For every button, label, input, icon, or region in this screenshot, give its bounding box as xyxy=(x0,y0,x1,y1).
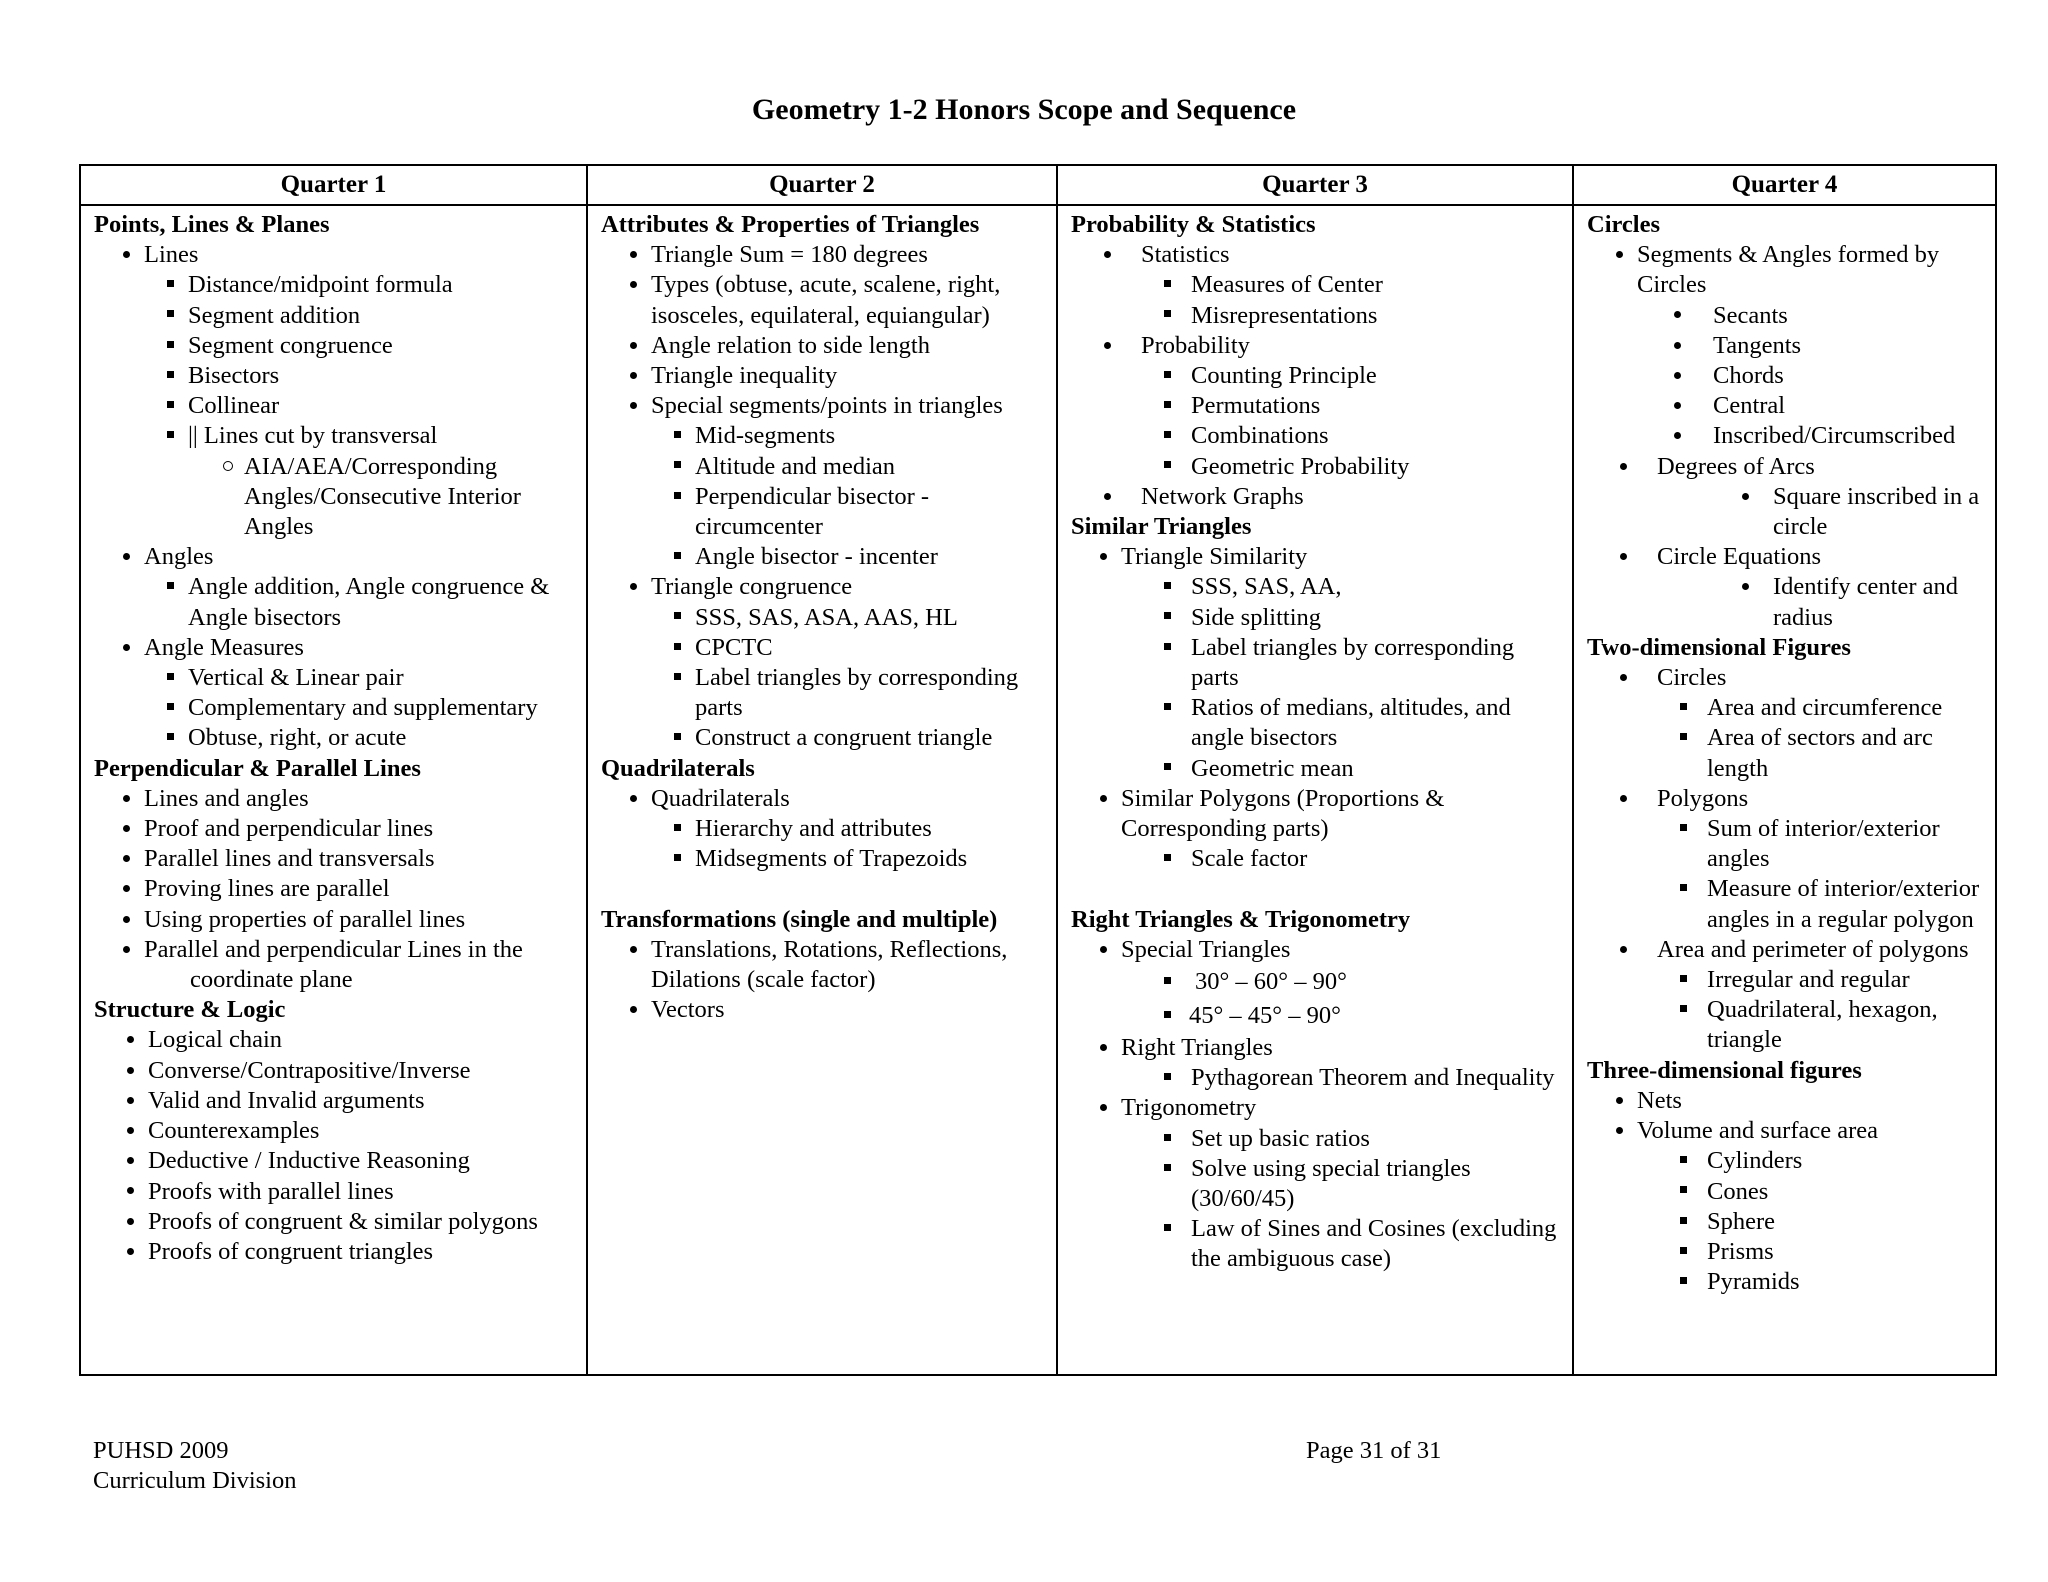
square-bullet-icon xyxy=(1673,1267,1693,1297)
bullet-icon xyxy=(1613,935,1633,965)
section-heading: Points, Lines & Planes xyxy=(94,211,330,238)
bullet-icon xyxy=(120,1025,140,1055)
square-bullet-icon xyxy=(160,331,180,361)
list-item: Probability Counting Principle Permutations Combinations Geometric Probability xyxy=(1071,331,1562,482)
bullet-icon xyxy=(623,240,643,270)
list-item: Proofs of congruent triangles xyxy=(98,1237,576,1267)
square-bullet-icon xyxy=(1157,1154,1177,1184)
square-bullet-icon xyxy=(1157,844,1177,874)
list-item: Counterexamples xyxy=(98,1116,576,1146)
list-item: Angle bisector - incenter xyxy=(601,542,1046,572)
square-bullet-icon xyxy=(667,663,687,693)
bullet-icon xyxy=(1613,452,1633,482)
bullet-icon xyxy=(120,1207,140,1237)
bullet-icon xyxy=(1613,663,1633,693)
bullet-icon xyxy=(1093,784,1113,814)
list-item: Measures of Center xyxy=(1071,270,1562,300)
bullet-icon xyxy=(623,572,643,602)
square-bullet-icon xyxy=(1157,391,1177,421)
bullet-icon xyxy=(116,240,136,270)
list-item: Pyramids xyxy=(1587,1267,1989,1297)
bullet-icon xyxy=(1667,331,1687,361)
list-item: Pythagorean Theorem and Inequality xyxy=(1071,1063,1562,1093)
list-item: Quadrilaterals Hierarchy and attributes Midsegments of Trapezoids xyxy=(601,784,1046,875)
square-bullet-icon xyxy=(667,814,687,844)
list-item: Midsegments of Trapezoids xyxy=(601,844,1046,874)
list-item: Cylinders xyxy=(1587,1146,1989,1176)
quarter-1-cell xyxy=(80,205,587,1375)
list-item: SSS, SAS, AA, xyxy=(1071,572,1562,602)
list-item: AIA/AEA/Corresponding Angles/Consecutive Interior Angles xyxy=(94,452,576,543)
bullet-icon xyxy=(120,1177,140,1207)
list-item: Construct a congruent triangle xyxy=(601,723,1046,753)
list-item: Set up basic ratios xyxy=(1071,1124,1562,1154)
list-item: Central xyxy=(1587,391,1989,421)
list-item: Misrepresentations xyxy=(1071,301,1562,331)
list-item: SSS, SAS, ASA, AAS, HL xyxy=(601,603,1046,633)
scope-table xyxy=(79,164,1997,1376)
footer-org xyxy=(93,1436,296,1496)
square-bullet-icon xyxy=(1673,723,1693,753)
list-item: Segment addition xyxy=(94,301,576,331)
list-item: Circle Equations Identify center and radius xyxy=(1587,542,1989,633)
square-bullet-icon xyxy=(1157,1214,1177,1244)
list-item: Vertical & Linear pair xyxy=(94,663,576,693)
bullet-icon xyxy=(1093,1093,1113,1123)
list-item: Label triangles by corresponding parts xyxy=(601,663,1046,723)
bullet-icon xyxy=(1093,935,1113,965)
list-item: Proving lines are parallel xyxy=(94,874,576,904)
list-item: Angle addition, Angle congruence & Angle bisectors xyxy=(94,572,576,632)
square-bullet-icon xyxy=(1673,995,1693,1025)
square-bullet-icon xyxy=(1157,270,1177,300)
list-item: Square inscribed in a circle xyxy=(1587,482,1989,542)
list-item: Converse/Contrapositive/Inverse xyxy=(98,1056,576,1086)
section-heading: Structure & Logic xyxy=(94,996,286,1024)
square-bullet-icon xyxy=(1673,1237,1693,1267)
square-bullet-icon xyxy=(1157,603,1177,633)
bullet-icon xyxy=(623,361,643,391)
bullet-icon xyxy=(623,270,643,300)
list-item: Volume and surface area Cylinders Cones Sphere Prisms Pyramids xyxy=(1587,1116,1989,1297)
list-item: Area and circumference xyxy=(1587,693,1989,723)
bullet-icon xyxy=(116,935,136,965)
list-item: Permutations xyxy=(1071,391,1562,421)
bullet-icon xyxy=(1609,240,1629,270)
section-heading: Right Triangles & Trigonometry xyxy=(1071,905,1411,933)
square-bullet-icon xyxy=(160,301,180,331)
list-item: 45° – 45° – 90° xyxy=(1071,999,1562,1033)
list-item: Identify center and radius xyxy=(1587,572,1989,632)
header-quarter-3: Quarter 3 xyxy=(1057,165,1573,205)
list-item: Statistics Measures of Center Misrepresentations xyxy=(1071,240,1562,331)
list-item: Secants xyxy=(1587,301,1989,331)
bullet-icon xyxy=(623,784,643,814)
square-bullet-icon xyxy=(160,391,180,421)
list-item: Quadrilateral, hexagon, triangle xyxy=(1587,995,1989,1055)
list-item: Triangle Sum = 180 degrees xyxy=(601,240,1046,270)
list-item: Sphere xyxy=(1587,1207,1989,1237)
bullet-icon xyxy=(1667,301,1687,331)
list-item: Perpendicular bisector - circumcenter xyxy=(601,482,1046,542)
bullet-icon xyxy=(1097,331,1117,361)
square-bullet-icon xyxy=(1157,572,1177,602)
bullet-icon xyxy=(120,1237,140,1267)
bullet-icon xyxy=(1097,482,1117,512)
bullet-icon xyxy=(623,331,643,361)
square-bullet-icon xyxy=(1157,999,1177,1033)
list-item: Area and perimeter of polygons Irregular and regular Quadrilateral, hexagon, triangle xyxy=(1587,935,1989,1056)
bullet-icon xyxy=(1097,240,1117,270)
square-bullet-icon xyxy=(667,723,687,753)
list-item: Polygons Sum of interior/exterior angles Measure of interior/exterior angles in a regular polygon xyxy=(1587,784,1989,935)
bullet-icon xyxy=(1667,421,1687,451)
bullet-icon xyxy=(1735,572,1755,602)
bullet-icon xyxy=(120,1146,140,1176)
square-bullet-icon xyxy=(667,603,687,633)
bullet-icon xyxy=(1613,784,1633,814)
list-item: Segment congruence xyxy=(94,331,576,361)
list-item: Proof and perpendicular lines xyxy=(94,814,576,844)
list-item: Distance/midpoint formula xyxy=(94,270,576,300)
list-item: Deductive / Inductive Reasoning xyxy=(98,1146,576,1176)
list-item: Network Graphs xyxy=(1071,482,1562,512)
list-item: Lines and angles xyxy=(94,784,576,814)
list-item: Scale factor xyxy=(1071,844,1562,874)
list-item: Proofs with parallel lines xyxy=(98,1177,576,1207)
square-bullet-icon xyxy=(1673,965,1693,995)
square-bullet-icon xyxy=(1673,814,1693,844)
section-heading: Circles xyxy=(1587,211,1661,238)
square-bullet-icon xyxy=(1157,633,1177,663)
list-item: || Lines cut by transversal AIA/AEA/Corresponding Angles/Consecutive Interior Angles xyxy=(94,421,576,542)
list-item: Special segments/points in triangles Mid-segments Altitude and median Perpendicular bisector - circumcenter Angle bisector - incenter xyxy=(601,391,1046,572)
page-title: Geometry 1-2 Honors Scope and Sequence xyxy=(751,93,1297,126)
circle-bullet-icon xyxy=(218,452,238,482)
square-bullet-icon xyxy=(160,572,180,602)
square-bullet-icon xyxy=(667,542,687,572)
list-item: Bisectors xyxy=(94,361,576,391)
bullet-icon xyxy=(1667,361,1687,391)
quarter-4-cell xyxy=(1573,205,1996,1375)
section-heading: Two-dimensional Figures xyxy=(1587,633,1851,661)
square-bullet-icon xyxy=(1157,452,1177,482)
list-item: Special Triangles 30° – 60° – 90° 45° – 45° – 90° xyxy=(1071,935,1562,1033)
list-item: Sum of interior/exterior angles xyxy=(1587,814,1989,874)
bullet-icon xyxy=(1093,542,1113,572)
square-bullet-icon xyxy=(1157,693,1177,723)
square-bullet-icon xyxy=(667,844,687,874)
list-item: Tangents xyxy=(1587,331,1989,361)
list-item: Similar Polygons (Proportions & Corresponding parts) Scale factor xyxy=(1071,784,1562,875)
section-heading: Perpendicular & Parallel Lines xyxy=(94,754,421,782)
list-item: Inscribed/Circumscribed xyxy=(1587,421,1989,451)
list-item: Geometric Probability xyxy=(1071,452,1562,482)
bullet-icon xyxy=(116,844,136,874)
list-item: Parallel and perpendicular Lines in the coordinate plane xyxy=(94,935,576,995)
list-item: 30° – 60° – 90° xyxy=(1071,965,1562,999)
list-item: Valid and Invalid arguments xyxy=(98,1086,576,1116)
bullet-icon xyxy=(120,1056,140,1086)
bullet-icon xyxy=(1667,391,1687,421)
square-bullet-icon xyxy=(1673,1146,1693,1176)
list-item: Complementary and supplementary xyxy=(94,693,576,723)
section-heading: Transformations (single and multiple) xyxy=(601,905,998,933)
bullet-icon xyxy=(1609,1116,1629,1146)
square-bullet-icon xyxy=(1157,361,1177,391)
square-bullet-icon xyxy=(1673,1207,1693,1237)
footer-page-number: Page 31 of 31 xyxy=(1306,1437,1442,1464)
square-bullet-icon xyxy=(160,693,180,723)
quarter-3-cell xyxy=(1057,205,1573,1375)
square-bullet-icon xyxy=(667,421,687,451)
list-item: Ratios of medians, altitudes, and angle bisectors xyxy=(1071,693,1562,753)
square-bullet-icon xyxy=(1157,754,1177,784)
section-heading: Quadrilaterals xyxy=(601,754,755,782)
list-item: Proofs of congruent & similar polygons xyxy=(98,1207,576,1237)
square-bullet-icon xyxy=(1157,965,1177,999)
list-item: Translations, Rotations, Reflections, Dilations (scale factor) xyxy=(601,935,1046,995)
list-item: Counting Principle xyxy=(1071,361,1562,391)
list-item: Hierarchy and attributes xyxy=(601,814,1046,844)
list-item: Mid-segments xyxy=(601,421,1046,451)
section-heading: Probability & Statistics xyxy=(1071,211,1316,238)
list-item: Chords xyxy=(1587,361,1989,391)
square-bullet-icon xyxy=(1157,1124,1177,1154)
bullet-icon xyxy=(1613,542,1633,572)
list-item: Triangle Similarity SSS, SAS, AA, Side splitting Label triangles by corresponding parts Ratios of medians, altitudes, and angle bisectors Geometric mean xyxy=(1071,542,1562,784)
list-item: Label triangles by corresponding parts xyxy=(1071,633,1562,693)
square-bullet-icon xyxy=(1673,693,1693,723)
list-item: Triangle inequality xyxy=(601,361,1046,391)
section-heading: Similar Triangles xyxy=(1071,513,1252,541)
list-item: Parallel lines and transversals xyxy=(94,844,576,874)
list-item: CPCTC xyxy=(601,633,1046,663)
footer-division: Curriculum Division xyxy=(93,1467,297,1494)
list-item: Right Triangles Pythagorean Theorem and Inequality xyxy=(1071,1033,1562,1093)
square-bullet-icon xyxy=(1673,1177,1693,1207)
list-item: Types (obtuse, acute, scalene, right, isosceles, equilateral, equiangular) xyxy=(601,270,1046,330)
list-item: Measure of interior/exterior angles in a regular polygon xyxy=(1587,874,1989,934)
square-bullet-icon xyxy=(160,270,180,300)
square-bullet-icon xyxy=(1157,1063,1177,1093)
bullet-icon xyxy=(623,995,643,1025)
list-item: Vectors xyxy=(601,995,1046,1025)
list-item: Using properties of parallel lines xyxy=(94,905,576,935)
quarter-2-cell xyxy=(587,205,1057,1375)
list-item: Obtuse, right, or acute xyxy=(94,723,576,753)
bullet-icon xyxy=(120,1116,140,1146)
square-bullet-icon xyxy=(667,633,687,663)
bullet-icon xyxy=(116,874,136,904)
square-bullet-icon xyxy=(160,723,180,753)
section-heading: Three-dimensional figures xyxy=(1587,1056,1862,1084)
list-item: Geometric mean xyxy=(1071,754,1562,784)
list-item: Segments & Angles formed by Circles Secants Tangents Chords Central Inscribed/Circumscribed xyxy=(1587,240,1989,451)
square-bullet-icon xyxy=(1157,421,1177,451)
list-item: Law of Sines and Cosines (excluding the ambiguous case) xyxy=(1071,1214,1562,1274)
bullet-icon xyxy=(116,814,136,844)
square-bullet-icon xyxy=(160,663,180,693)
list-item: Angle relation to side length xyxy=(601,331,1046,361)
bullet-icon xyxy=(1093,1033,1113,1063)
list-item: Combinations xyxy=(1071,421,1562,451)
list-item: Prisms xyxy=(1587,1237,1989,1267)
bullet-icon xyxy=(116,633,136,663)
square-bullet-icon xyxy=(1157,301,1177,331)
bullet-icon xyxy=(116,905,136,935)
list-item: Area of sectors and arc length xyxy=(1587,723,1989,783)
list-item: Angles Angle addition, Angle congruence & Angle bisectors xyxy=(94,542,576,633)
list-item: Collinear xyxy=(94,391,576,421)
list-item: Altitude and median xyxy=(601,452,1046,482)
footer-org-name: PUHSD 2009 xyxy=(93,1437,229,1464)
square-bullet-icon xyxy=(667,452,687,482)
bullet-icon xyxy=(120,1086,140,1116)
square-bullet-icon xyxy=(160,421,180,451)
list-item: Lines Distance/midpoint formula Segment addition Segment congruence Bisectors Collinear || Lines cut by transversal AIA/AEA/Corresponding Angles/Consecutive Interior Angles xyxy=(94,240,576,542)
square-bullet-icon xyxy=(160,361,180,391)
bullet-icon xyxy=(623,391,643,421)
square-bullet-icon xyxy=(1673,874,1693,904)
list-item: Angle Measures Vertical & Linear pair Complementary and supplementary Obtuse, right, or acute xyxy=(94,633,576,754)
list-item: Side splitting xyxy=(1071,603,1562,633)
list-item: Irregular and regular xyxy=(1587,965,1989,995)
bullet-icon xyxy=(116,784,136,814)
bullet-icon xyxy=(116,542,136,572)
list-item: Circles Area and circumference Area of sectors and arc length xyxy=(1587,663,1989,784)
list-item: Trigonometry Set up basic ratios Solve using special triangles (30/60/45) Law of Sines and Cosines (excluding the ambiguous case) xyxy=(1071,1093,1562,1274)
list-item: Degrees of Arcs Square inscribed in a circle xyxy=(1587,452,1989,543)
list-item: Triangle congruence SSS, SAS, ASA, AAS, HL CPCTC Label triangles by corresponding parts Construct a congruent triangle xyxy=(601,572,1046,753)
bullet-icon xyxy=(1609,1086,1629,1116)
bullet-icon xyxy=(1735,482,1755,512)
list-item: Logical chain xyxy=(98,1025,576,1055)
list-item: Solve using special triangles (30/60/45) xyxy=(1071,1154,1562,1214)
list-item: Nets xyxy=(1587,1086,1989,1116)
square-bullet-icon xyxy=(667,482,687,512)
header-quarter-4: Quarter 4 xyxy=(1573,165,1996,205)
header-quarter-2: Quarter 2 xyxy=(587,165,1057,205)
section-heading: Attributes & Properties of Triangles xyxy=(601,211,980,238)
header-quarter-1: Quarter 1 xyxy=(80,165,587,205)
list-item: Cones xyxy=(1587,1177,1989,1207)
bullet-icon xyxy=(623,935,643,965)
